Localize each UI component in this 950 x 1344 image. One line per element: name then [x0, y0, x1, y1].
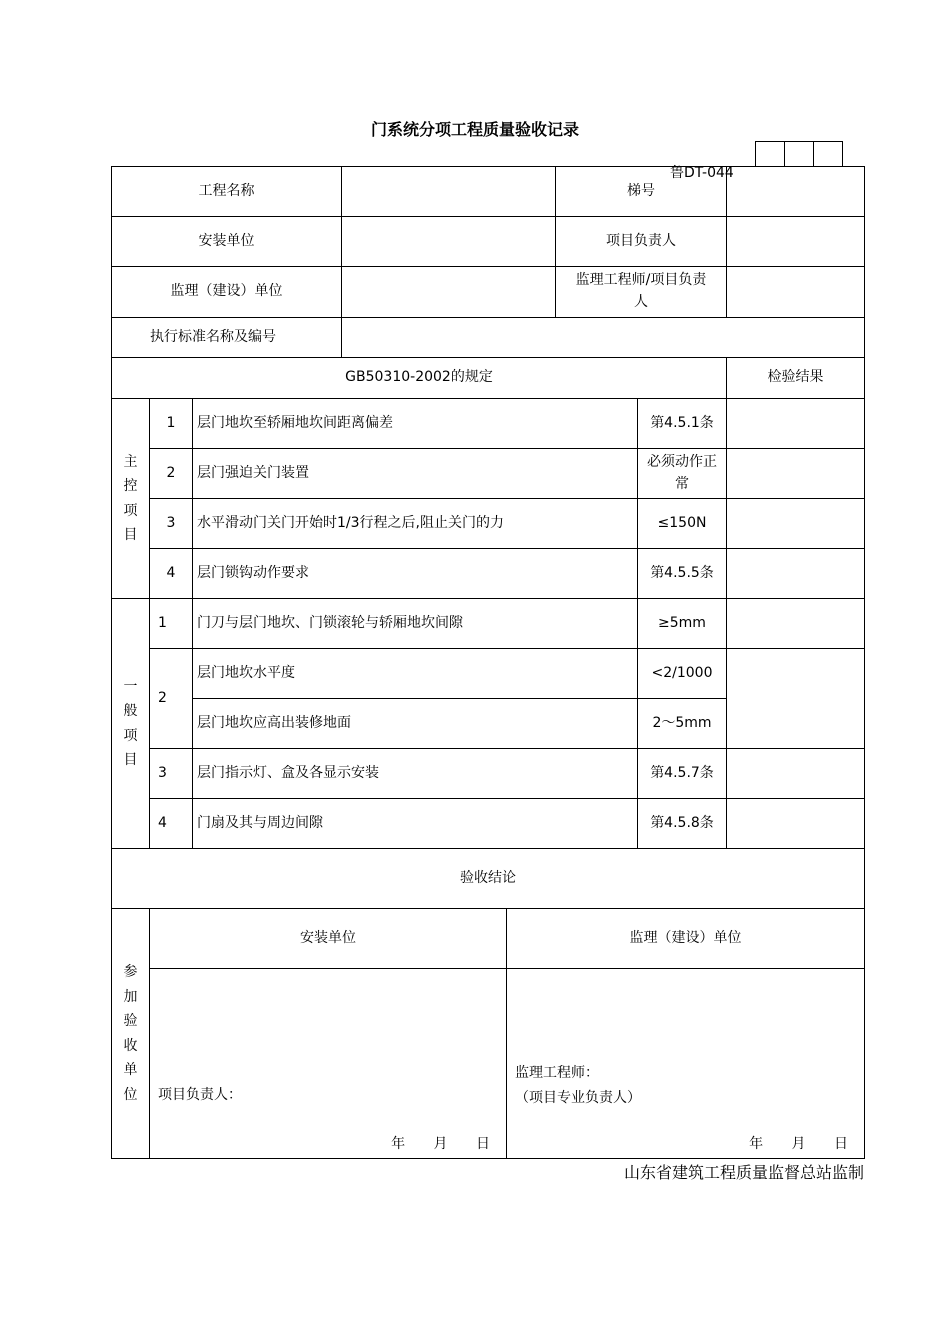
supervisor-label: 监理工程师/项目负责人 [556, 267, 727, 318]
item-desc: 门刀与层门地坎、门锁滚轮与轿厢地坎间隙 [193, 599, 638, 649]
result-field[interactable] [727, 549, 865, 599]
page-title: 门系统分项工程质量验收记录 [370, 120, 579, 139]
item-desc: 水平滑动门关门开始时1/3行程之后,阻止关门的力 [193, 499, 638, 549]
supervision-signer-block [515, 1061, 641, 1110]
item-desc: 层门地坎水平度 [193, 649, 638, 699]
item-req: ≤150N [638, 499, 727, 549]
supervision-unit-field[interactable] [342, 267, 556, 318]
item-no: 2 [150, 449, 193, 499]
install-signer-label: 项目负责人： [158, 1087, 242, 1103]
item-req: 第4.5.8条 [638, 799, 727, 849]
supervision-date: 年 月 日 [749, 1136, 848, 1153]
install-unit-field[interactable] [342, 217, 556, 267]
code-boxes [756, 141, 843, 166]
participants-label: 参加验收单位 [112, 909, 150, 1159]
install-signature-area[interactable] [150, 969, 507, 1159]
item-no: 3 [150, 499, 193, 549]
spec-header: GB50310-2002的规定 [112, 358, 727, 399]
item-no: 4 [150, 799, 193, 849]
item-desc: 层门指示灯、盒及各显示安装 [193, 749, 638, 799]
elevator-no-label: 梯号 [556, 167, 727, 217]
project-name-field[interactable] [342, 167, 556, 217]
result-field[interactable] [727, 399, 865, 449]
project-name-label: 工程名称 [112, 167, 342, 217]
elevator-no-field[interactable] [727, 167, 865, 217]
item-req: 第4.5.7条 [638, 749, 727, 799]
item-no: 1 [150, 599, 193, 649]
item-req: 第4.5.5条 [638, 549, 727, 599]
supervision-signer-sub: （项目专业负责人） [515, 1089, 641, 1106]
supervision-signer-label: 监理工程师： [515, 1065, 599, 1081]
supervisor-field[interactable] [727, 267, 865, 318]
item-desc: 层门锁钩动作要求 [193, 549, 638, 599]
item-no: 2 [150, 649, 193, 749]
item-no: 1 [150, 399, 193, 449]
result-field[interactable] [727, 799, 865, 849]
install-unit-heading: 安装单位 [150, 909, 507, 969]
item-no: 3 [150, 749, 193, 799]
result-header: 检验结果 [727, 358, 865, 399]
project-leader-field[interactable] [727, 217, 865, 267]
form-code: 鲁DT-044 [670, 165, 734, 181]
item-req: ≥5mm [638, 599, 727, 649]
install-unit-label: 安装单位 [112, 217, 342, 267]
result-field[interactable] [727, 499, 865, 549]
item-req: 第4.5.1条 [638, 399, 727, 449]
supervision-signature-area[interactable] [507, 969, 865, 1159]
result-field[interactable] [727, 649, 865, 749]
code-box[interactable] [813, 141, 843, 167]
standard-label: 执行标准名称及编号 [112, 318, 342, 358]
supervision-unit-label: 监理（建设）单位 [112, 267, 342, 318]
project-leader-label: 项目负责人 [556, 217, 727, 267]
item-req: 2～5mm [638, 699, 727, 749]
code-box[interactable] [755, 141, 785, 167]
item-req: <2/1000 [638, 649, 727, 699]
item-desc: 门扇及其与周边间隙 [193, 799, 638, 849]
item-req: 必须动作正常 [638, 449, 727, 499]
item-desc: 层门强迫关门装置 [193, 449, 638, 499]
result-field[interactable] [727, 599, 865, 649]
standard-field[interactable] [342, 318, 865, 358]
result-field[interactable] [727, 449, 865, 499]
inspection-table [111, 166, 865, 1159]
main-group-label: 主控项目 [112, 399, 150, 599]
result-field[interactable] [727, 749, 865, 799]
supervision-unit-heading: 监理（建设）单位 [507, 909, 865, 969]
issuer-footer: 山东省建筑工程质量监督总站监制 [623, 1163, 864, 1182]
item-desc: 层门地坎至轿厢地坎间距离偏差 [193, 399, 638, 449]
code-box[interactable] [784, 141, 814, 167]
item-no: 4 [150, 549, 193, 599]
conclusion-label: 验收结论 [112, 849, 865, 909]
item-desc: 层门地坎应高出装修地面 [193, 699, 638, 749]
install-date: 年 月 日 [391, 1136, 490, 1153]
general-group-label: 一般项目 [112, 599, 150, 849]
